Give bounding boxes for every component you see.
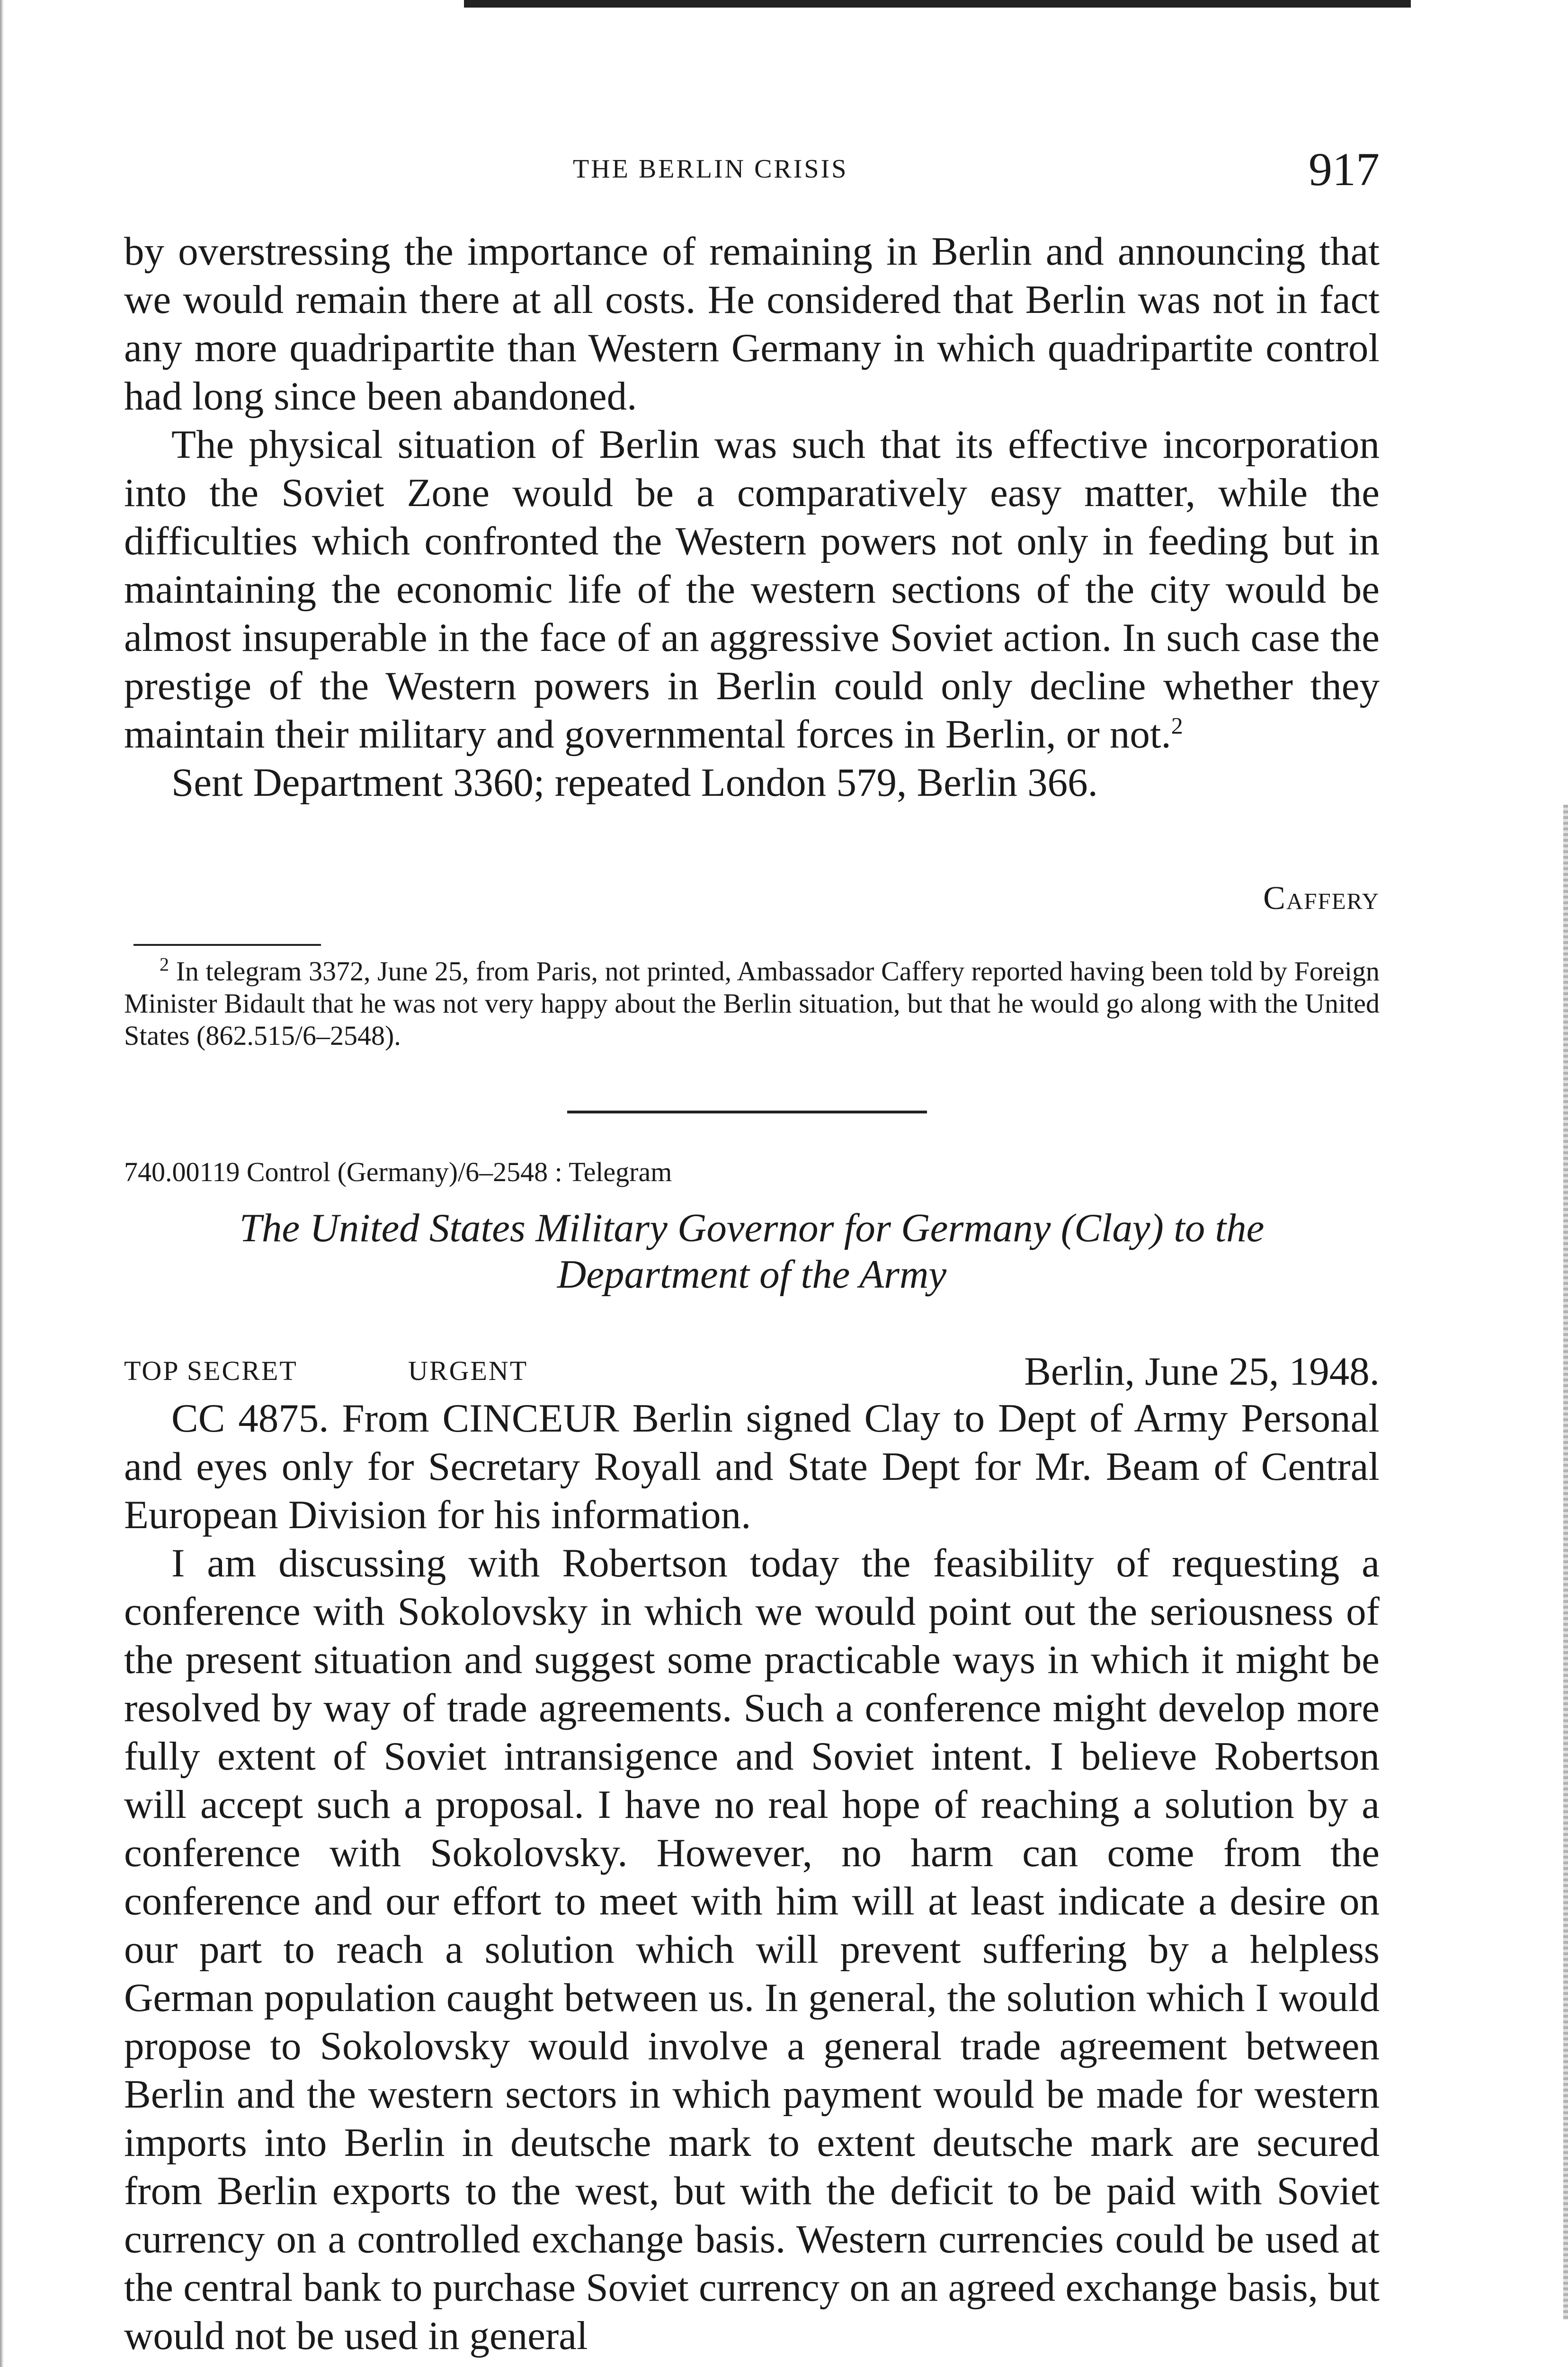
paragraph: by overstressing the importance of remaining in Berlin and announcing that we would remain there at all costs. He considered that Berlin was not in fact any more quadripartite than Western Germany in which quadripartite control had long since been abandoned.	[124, 229, 1380, 418]
heading-line: Department of the Army	[557, 1252, 947, 1297]
footnote-number: 2	[160, 953, 169, 975]
paragraph: Sent Department 3360; repeated London 579, Berlin 366.	[171, 760, 1098, 805]
heading-line: The United States Military Governor for Germany (Clay) to the	[239, 1206, 1265, 1250]
section-divider	[567, 1111, 927, 1113]
signature: Caffery	[1263, 880, 1380, 917]
file-reference: 740.00119 Control (Germany)/6–2548 : Telegram	[124, 1157, 672, 1187]
dateline: Berlin, June 25, 1948.	[1024, 1349, 1380, 1394]
paragraph: CC 4875. From CINCEUR Berlin signed Clay to Dept of Army Personal and eyes only for Secretary Royall and State Dept for Mr. Beam of Central European Division for his information.	[124, 1396, 1380, 1537]
footnote	[124, 955, 1380, 1052]
scan-right-edge	[1563, 805, 1568, 2320]
page-number: 917	[1309, 143, 1380, 196]
scan-left-edge	[0, 0, 4, 2367]
document-heading	[124, 1205, 1380, 1298]
running-head: THE BERLIN CRISIS	[573, 154, 848, 184]
footnote-marker: 2	[1171, 712, 1183, 739]
telegram-continuation	[124, 227, 1380, 807]
classification-top-secret: TOP SECRET	[124, 1355, 298, 1386]
footnote-text: In telegram 3372, June 25, from Paris, not printed, Ambassador Caffery reported having been told by Foreign Minister Bidault that he was not very happy about the Berlin situation, but that he would go along with the United States (862.515/6–2548).	[124, 956, 1380, 1051]
classification-row	[124, 1348, 1380, 1394]
paragraph	[124, 420, 1380, 758]
telegram-body	[124, 1394, 1380, 2360]
paragraph-text: The physical situation of Berlin was such that its effective incorporation into the Soviet Zone would be a comparatively easy matter, while the difficulties which confronted the Western powers not only in feeding but in maintaining the economic life of the western sections of the city would be almost insuperable in the face of an aggressive Soviet action. In such case the prestige of the Western powers in Berlin could only decline whether they maintain their military and governmental forces in Berlin, or not.	[124, 422, 1380, 756]
paragraph: I am discussing with Robertson today the feasibility of requesting a conference with Sokolovsky in which we would point out the seriousness of the present situation and suggest some practicable ways in which it might be resolved by way of trade agreements. Such a conference might develop more fully extent of Soviet intransigence and Soviet intent. I believe Robertson will accept such a proposal. I have no real hope of reaching a solution by a conference with Sokolovsky. However, no harm can come from the conference and our effort to meet with him will at least indicate a desire on our part to reach a solution which will prevent suffering by a helpless German population caught between us. In general, the solution which I would propose to Sokolovsky would involve a general trade agreement between Berlin and the western sectors in which payment would be made for western imports into Berlin in deutsche mark to extent deutsche mark are secured from Berlin exports to the west, but with the deficit to be paid with Soviet currency on a controlled exchange basis. Western currencies could be used at the central bank to purchase Soviet currency on an agreed exchange basis, but would not be used in general	[124, 1541, 1380, 2358]
footnote-rule	[134, 944, 321, 946]
scan-top-edge	[464, 0, 1411, 8]
classification-urgent: URGENT	[408, 1355, 528, 1386]
